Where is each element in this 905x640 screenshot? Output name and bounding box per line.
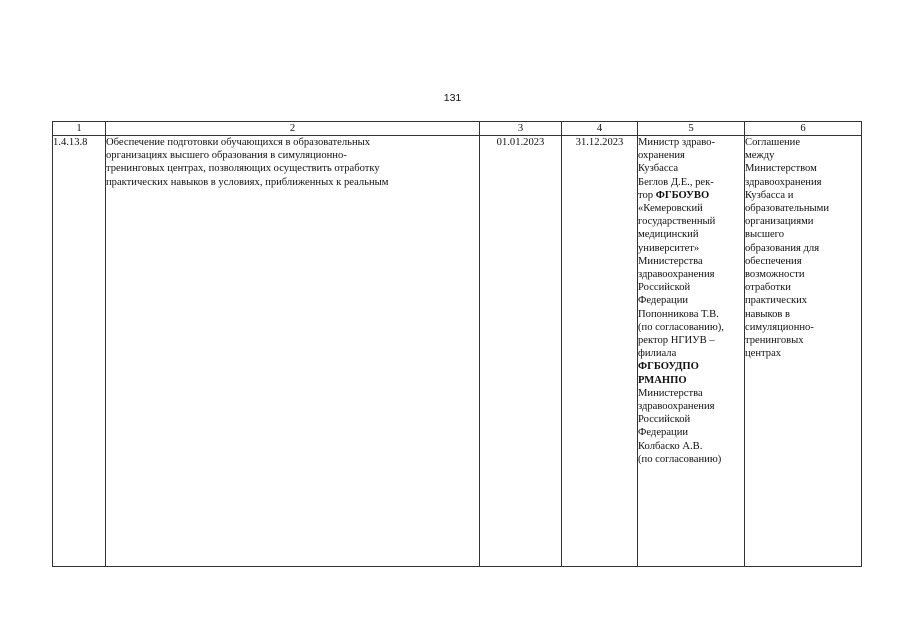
responsible-line: Российской <box>638 282 691 294</box>
result-document <box>745 136 862 567</box>
document-line: организациями <box>745 216 814 228</box>
column-number-5: 5 <box>638 122 745 136</box>
document-line: Министерством <box>745 163 817 175</box>
responsible-line: Беглов Д.Е., рек- <box>638 176 714 188</box>
item-code: 1.4.13.8 <box>53 136 106 567</box>
responsible-line: медицинский <box>638 229 699 241</box>
description-line: практических навыков в условиях, приближенных к реальным <box>106 176 389 188</box>
responsible-line: тор ФГБОУВО <box>638 189 710 201</box>
responsible-line: (по согласованию), <box>638 321 724 333</box>
document-line: Соглашение <box>745 137 801 148</box>
responsible-line: Колбаско А.В. <box>638 440 703 452</box>
document-line: тренинговых <box>745 335 804 347</box>
responsible-line: (по согласованию) <box>638 453 722 465</box>
responsible-line: филиала <box>638 348 677 360</box>
item-description <box>106 136 480 567</box>
document-line: здравоохранения <box>745 176 822 188</box>
document-line: между <box>745 150 775 162</box>
responsible-line: ректор НГИУВ – <box>638 335 715 347</box>
responsible-line: охранения <box>638 150 685 162</box>
column-number-row <box>53 122 862 136</box>
responsible-line: Российской <box>638 414 691 426</box>
responsible-line: государственный <box>638 216 716 228</box>
document-line: навыков в <box>745 308 791 320</box>
description-line: тренинговых центрах, позволяющих осуществить отработку <box>106 163 380 175</box>
responsible-line: Министерства <box>638 255 703 267</box>
column-number-4: 4 <box>562 122 638 136</box>
description-line: Обеспечение подготовки обучающихся в образовательных <box>106 137 371 148</box>
responsible-line: Попонникова Т.В. <box>638 308 719 320</box>
responsible-line: «Кемеровский <box>638 203 703 215</box>
document-line: центрах <box>745 348 782 360</box>
responsible-line: ФГБОУДПО <box>638 361 699 373</box>
table-row <box>53 136 862 567</box>
column-number-1: 1 <box>53 122 106 136</box>
document-line: Кузбасса и <box>745 189 794 201</box>
responsible-line: университет» <box>638 242 700 254</box>
document-line: образовательными <box>745 203 830 215</box>
plan-table <box>52 121 862 567</box>
document-line: возможности <box>745 269 805 281</box>
start-date: 01.01.2023 <box>480 136 562 567</box>
document-line: симуляционно- <box>745 321 814 333</box>
document-line: образования для <box>745 242 820 254</box>
responsible-line: Федерации <box>638 427 689 439</box>
document-line: отработки <box>745 282 791 294</box>
column-number-6: 6 <box>745 122 862 136</box>
end-date: 31.12.2023 <box>562 136 638 567</box>
column-number-3: 3 <box>480 122 562 136</box>
description-line: организациях высшего образования в симуляционно- <box>106 150 347 162</box>
responsible-line: здравоохранения <box>638 401 715 413</box>
responsible-line: Министерства <box>638 387 703 399</box>
document-line: обеспечения <box>745 255 802 267</box>
responsible-line: РМАНПО <box>638 374 687 386</box>
responsible-line: Министр здраво- <box>638 137 715 148</box>
responsible-line: здравоохранения <box>638 269 715 281</box>
responsible-line: Федерации <box>638 295 689 307</box>
column-number-2: 2 <box>106 122 480 136</box>
responsible-persons <box>638 136 745 567</box>
page-number: 131 <box>443 92 462 104</box>
responsible-line: Кузбасса <box>638 163 679 175</box>
document-line: высшего <box>745 229 785 241</box>
document-line: практических <box>745 295 808 307</box>
responsible-line-bold: ФГБОУВО <box>655 189 710 201</box>
